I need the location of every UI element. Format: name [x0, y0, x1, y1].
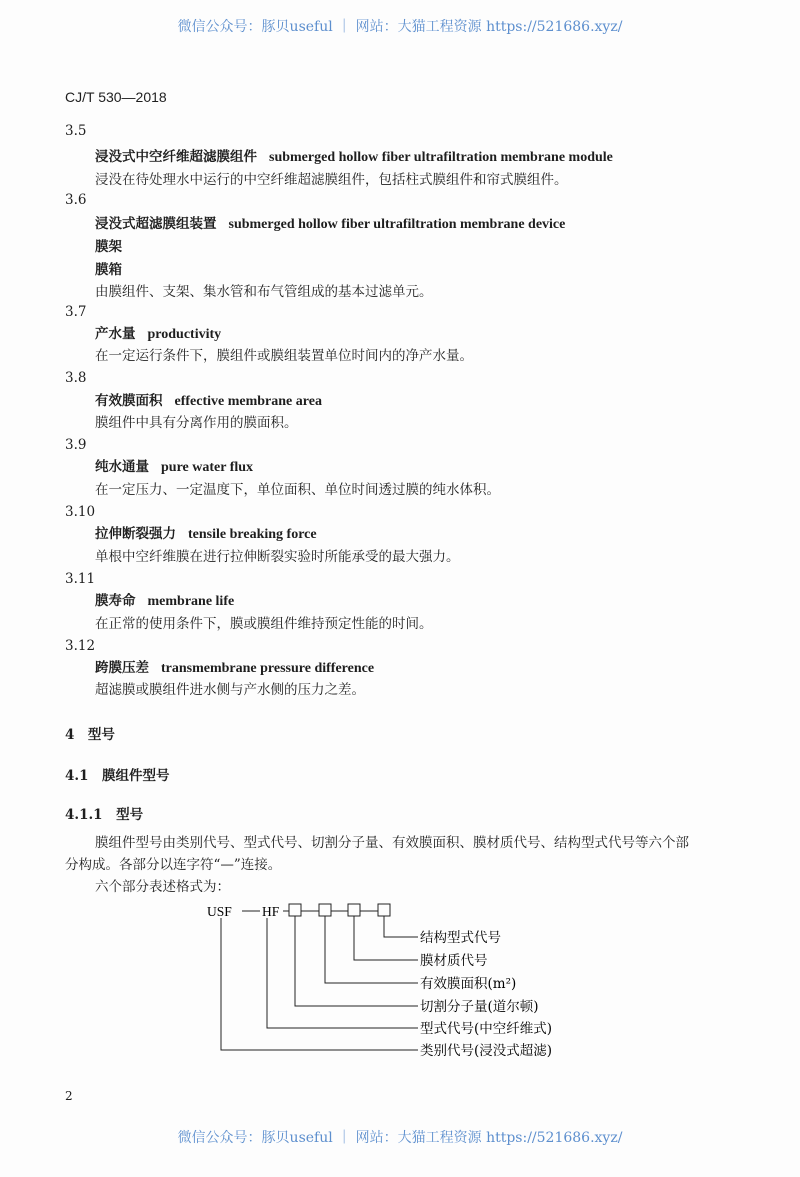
term-definition: 单根中空纤维膜在进行拉伸断裂实验时所能承受的最大强力。 — [95, 549, 460, 565]
term-chinese: 跨膜压差 — [95, 660, 149, 676]
section-4-heading: 4 型号 — [65, 727, 115, 743]
diagram-label: 类别代号(浸没式超滤) — [420, 1043, 553, 1059]
term-chinese: 有效膜面积 — [95, 393, 163, 409]
term-number: 3.10 — [65, 504, 96, 520]
term-chinese: 纯水通量 — [95, 459, 149, 475]
section-4-1-1-heading: 4.1.1 型号 — [65, 807, 144, 823]
term-english: effective membrane area — [174, 394, 322, 409]
paragraph-line: 六个部分表述格式为： — [95, 879, 230, 895]
term-english: tensile breaking force — [188, 527, 317, 542]
section-4-1-heading: 4.1 膜组件型号 — [65, 768, 170, 784]
term-number: 3.6 — [65, 192, 87, 208]
watermark-top: 微信公众号：豚贝useful ｜ 网站：大猫工程资源 https://521686.xyz/ — [177, 19, 623, 35]
paragraph-line: 膜组件型号由类别代号、型式代号、切割分子量、有效膜面积、膜材质代号、结构型式代号等六个部 — [95, 835, 689, 851]
term-number: 3.9 — [65, 437, 87, 453]
term-chinese: 浸没式中空纤维超滤膜组件 — [95, 149, 257, 165]
standard-code: CJ/T 530—2018 — [65, 89, 167, 105]
term-chinese: 产水量 — [95, 326, 136, 342]
diagram-label: 结构型式代号 — [420, 930, 501, 946]
term-definition: 浸没在待处理水中运行的中空纤维超滤膜组件，包括柱式膜组件和帘式膜组件。 — [95, 172, 568, 188]
diagram-label: 膜材质代号 — [420, 953, 488, 969]
code-box — [348, 904, 360, 916]
code-box — [319, 904, 331, 916]
page-number: 2 — [65, 1089, 73, 1103]
term-definition: 在一定压力、一定温度下，单位面积、单位时间透过膜的纯水体积。 — [95, 482, 500, 498]
term-definition: 在一定运行条件下，膜组件或膜组装置单位时间内的净产水量。 — [95, 348, 473, 364]
term-number: 3.7 — [65, 304, 87, 320]
watermark-bottom: 微信公众号：豚贝useful ｜ 网站：大猫工程资源 https://521686.xyz/ — [177, 1130, 623, 1146]
paragraph-line: 分构成。各部分以连字符“—”连接。 — [65, 857, 282, 873]
term-english: submerged hollow fiber ultrafiltration membrane device — [228, 217, 566, 232]
term-definition: 由膜组件、支架、集水管和布气管组成的基本过滤单元。 — [95, 284, 433, 300]
term-chinese: 浸没式超滤膜组装置 — [95, 216, 217, 232]
diagram-label: 有效膜面积(m²) — [420, 976, 517, 992]
term-synonym: 膜箱 — [95, 262, 122, 278]
term-definition: 在正常的使用条件下，膜或膜组件维持预定性能的时间。 — [95, 616, 433, 632]
term-definition: 超滤膜或膜组件进水侧与产水侧的压力之差。 — [95, 682, 365, 698]
code-hf: HF — [262, 904, 280, 919]
term-english: membrane life — [147, 594, 235, 609]
term-number: 3.12 — [65, 638, 96, 654]
term-number: 3.8 — [65, 370, 87, 386]
term-definition: 膜组件中具有分离作用的膜面积。 — [95, 415, 298, 431]
diagram-label: 型式代号(中空纤维式) — [420, 1021, 553, 1037]
code-usf: USF — [207, 904, 232, 919]
term-number: 3.5 — [65, 123, 87, 139]
term-english: productivity — [147, 327, 222, 342]
term-english: transmembrane pressure difference — [161, 661, 375, 676]
term-synonym: 膜架 — [95, 239, 122, 255]
term-english: pure water flux — [161, 460, 254, 475]
term-number: 3.11 — [65, 571, 96, 587]
term-english: submerged hollow fiber ultrafiltration membrane module — [269, 150, 613, 165]
term-chinese: 膜寿命 — [95, 593, 136, 609]
term-chinese: 拉伸断裂强力 — [95, 526, 176, 542]
diagram-label: 切割分子量(道尔顿) — [420, 999, 539, 1015]
code-box — [378, 904, 390, 916]
code-box — [289, 904, 301, 916]
